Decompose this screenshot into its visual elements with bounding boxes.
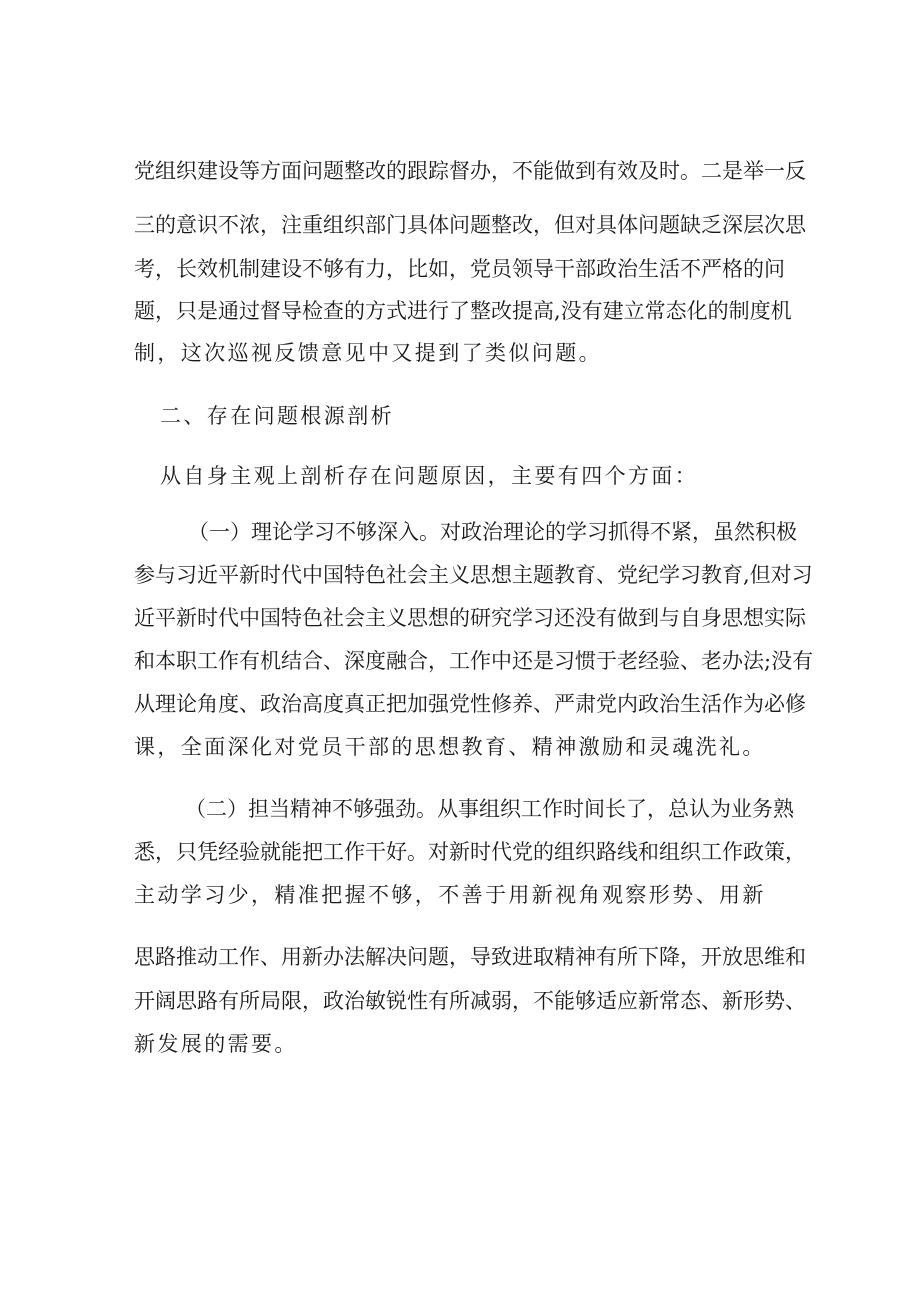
subsection-two-heading-line: （二）担当精神不够强劲。从事组织工作时间长了，总认为业务熟 bbox=[185, 797, 794, 821]
subsection-one-line-3: 近平新时代中国特色社会主义思想的研究学习还没有做到与自身思想实际 bbox=[134, 606, 806, 630]
subsection-two-line-3: 主动学习少，精准把握不够，不善于用新视角观察形势、用新 bbox=[134, 883, 766, 907]
paragraph-line-4: 题，只是通过督导检查的方式进行了整改提高,没有建立常态化的制度机 bbox=[134, 299, 792, 323]
subsection-one-line-2: 参与习近平新时代中国特色社会主义思想主题教育、党纪学习教育,但对习 bbox=[134, 563, 813, 587]
subsection-two-line-4: 思路推动工作、用新办法解决问题，导致进取精神有所下降，开放思维和 bbox=[134, 945, 806, 969]
paragraph-line-1: 党组织建设等方面问题整改的跟踪督办，不能做到有效及时。二是举一反 bbox=[134, 159, 806, 183]
paragraph-line-3: 考，长效机制建设不够有力，比如，党员领导干部政治生活不严格的问 bbox=[134, 257, 785, 281]
subsection-two-line-2: 悉，只凭经验就能把工作干好。对新时代党的组织路线和组织工作政策， bbox=[134, 840, 806, 864]
section-heading: 二、存在问题根源剖析 bbox=[160, 404, 394, 428]
subsection-one-line-6: 课，全面深化对党员干部的思想教育、精神激励和灵魂洗礼。 bbox=[134, 735, 766, 759]
paragraph-line-5: 制，这次巡视反馈意见中又提到了类似问题。 bbox=[134, 341, 602, 365]
subsection-one-heading-line: （一）理论学习不够深入。对政治理论的学习抓得不紧，虽然积极 bbox=[188, 520, 797, 544]
intro-line: 从自身主观上剖析存在问题原因，主要有四个方面： bbox=[160, 464, 699, 488]
paragraph-line-2: 三的意识不浓，注重组织部门具体问题整改，但对具体问题缺乏深层次思 bbox=[134, 213, 806, 237]
subsection-one-line-5: 从理论角度、政治高度真正把加强党性修养、严肃党内政治生活作为必修 bbox=[134, 692, 806, 716]
subsection-two-line-6: 新发展的需要。 bbox=[134, 1032, 298, 1056]
subsection-two-line-5: 开阔思路有所局限，政治敏锐性有所减弱，不能够适应新常态、新形势、 bbox=[134, 989, 806, 1013]
subsection-one-line-4: 和本职工作有机结合、深度融合，工作中还是习惯于老经验、老办法;没有 bbox=[134, 649, 814, 673]
